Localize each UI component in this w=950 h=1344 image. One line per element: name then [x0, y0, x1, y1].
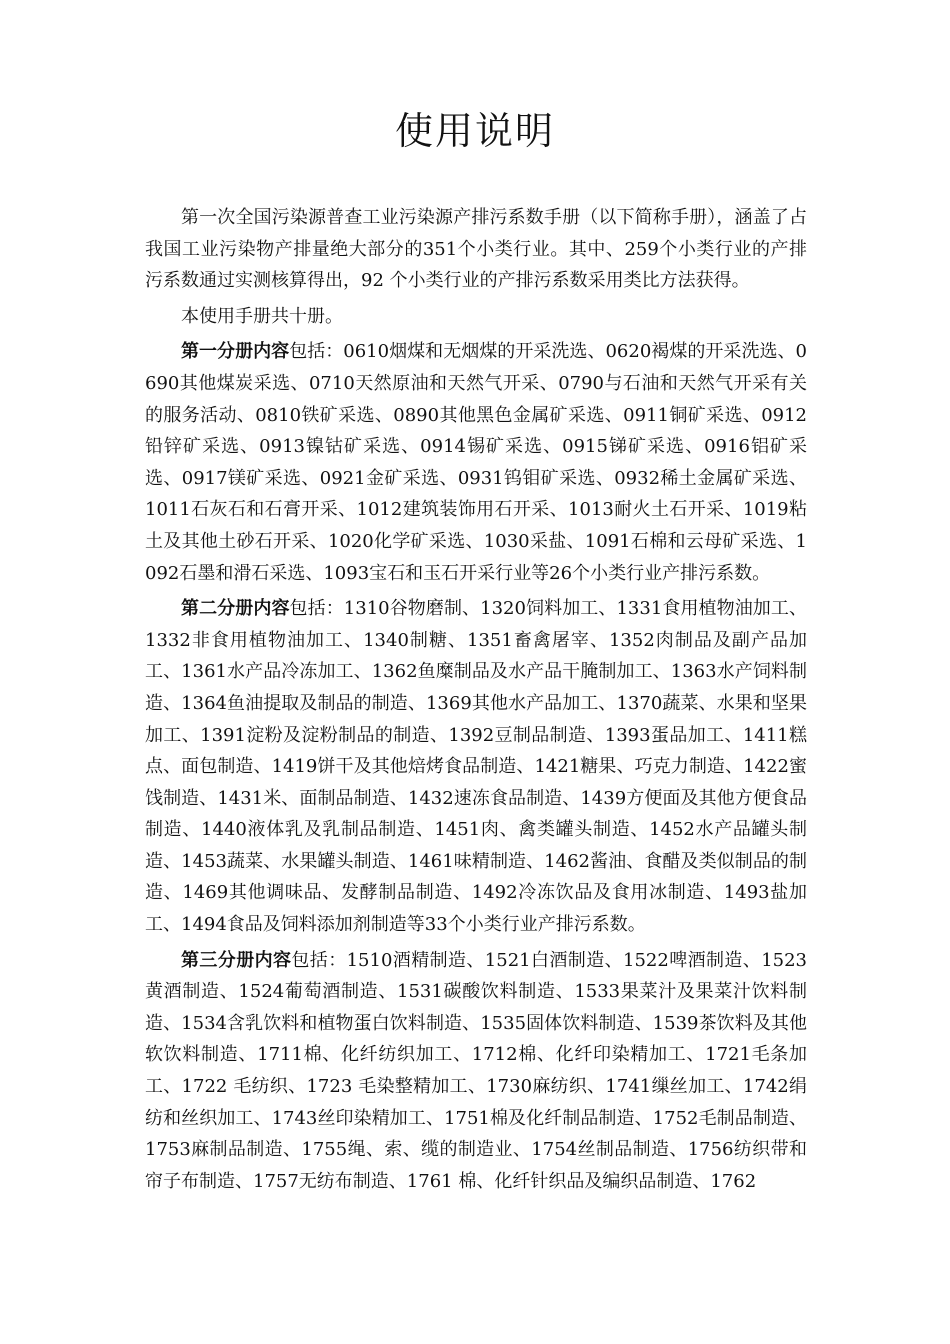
intro-paragraph — [145, 202, 807, 297]
volume-3-label: 第三分册内容 — [181, 949, 292, 971]
volume-2-paragraph — [145, 593, 807, 941]
volume-count-paragraph — [145, 301, 807, 333]
volume-1-label: 第一分册内容 — [181, 341, 290, 363]
paragraph-text: 第一次全国污染源普查工业污染源产排污系数手册（以下简称手册），涵盖了占我国工业污染物产排量绝大部分的351个小类行业。其中、259个小类行业的产排污系数通过实测核算得出，92 个小类行业的产排污系数采用类比方法获得。 — [145, 207, 807, 292]
document-body — [145, 202, 807, 1197]
volume-1-paragraph — [145, 336, 807, 589]
volume-2-label: 第二分册内容 — [181, 598, 290, 620]
paragraph-text: 包括：1510酒精制造、1521白酒制造、1522啤酒制造、1523黄酒制造、1524葡萄酒制造、1531碳酸饮料制造、1533果菜汁及果菜汁饮料制造、1534含乳饮料和植物蛋白饮料制造、1535固体饮料制造、1539茶饮料及其他软饮料制造、1711棉、化纤纺织加工、1712棉、化纤印染精加工、1721毛条加工、1722 毛纺织、1723 毛染整精加工、1730麻纺织、1741缫丝加工、1742绢纺和丝织加工、1743丝印染精加工、1751棉及化纤制品制造、1752毛制品制造、1753麻制品制造、1755绳、索、缆的制造业、1754丝制品制造、1756纺织带和帘子布制造、1757无纺布制造、1761 棉、化纤针织品及编织品制造、1762 — [145, 949, 808, 1192]
paragraph-text: 本使用手册共十册。 — [181, 305, 343, 327]
paragraph-text: 包括：1310谷物磨制、1320饲料加工、1331食用植物油加工、1332非食用植物油加工、1340制糖、1351畜禽屠宰、1352肉制品及副产品加工、1361水产品冷冻加工、1362鱼糜制品及水产品干腌制加工、1363水产饲料制造、1364鱼油提取及制品的制造、1369其他水产品加工、1370蔬菜、水果和坚果加工、1391淀粉及淀粉制品的制造、1392豆制品制造、1393蛋品加工、1411糕点、面包制造、1419饼干及其他焙烤食品制造、1421糖果、巧克力制造、1422蜜饯制造、1431米、面制品制造、1432速冻食品制造、1439方便面及其他方便食品制造、1440液体乳及乳制品制造、1451肉、禽类罐头制造、1452水产品罐头制造、1453蔬菜、水果罐头制造、1461味精制造、1462酱油、食醋及类似制品的制造、1469其他调味品、发酵制品制造、1492冷冻饮品及食用冰制造、1493盐加工、1494食品及饲料添加剂制造等33个小类行业产排污系数。 — [145, 598, 807, 936]
volume-3-paragraph — [145, 945, 807, 1198]
paragraph-text: 包括：0610烟煤和无烟煤的开采洗选、0620褐煤的开采洗选、0690其他煤炭采选、0710天然原油和天然气开采、0790与石油和天然气开采有关的服务活动、0810铁矿采选、0890其他黑色金属矿采选、0911铜矿采选、0912铅锌矿采选、0913镍钴矿采选、0914锡矿采选、0915锑矿采选、0916铝矿采选、0917镁矿采选、0921金矿采选、0931钨钼矿采选、0932稀土金属矿采选、1011石灰石和石膏开采、1012建筑装饰用石开采、1013耐火土石开采、1019粘土及其他土砂石开采、1020化学矿采选、1030采盐、1091石棉和云母矿采选、1092石墨和滑石采选、1093宝石和玉石开采行业等26个小类行业产排污系数。 — [145, 341, 807, 584]
page-title: 使用说明 — [394, 109, 555, 153]
